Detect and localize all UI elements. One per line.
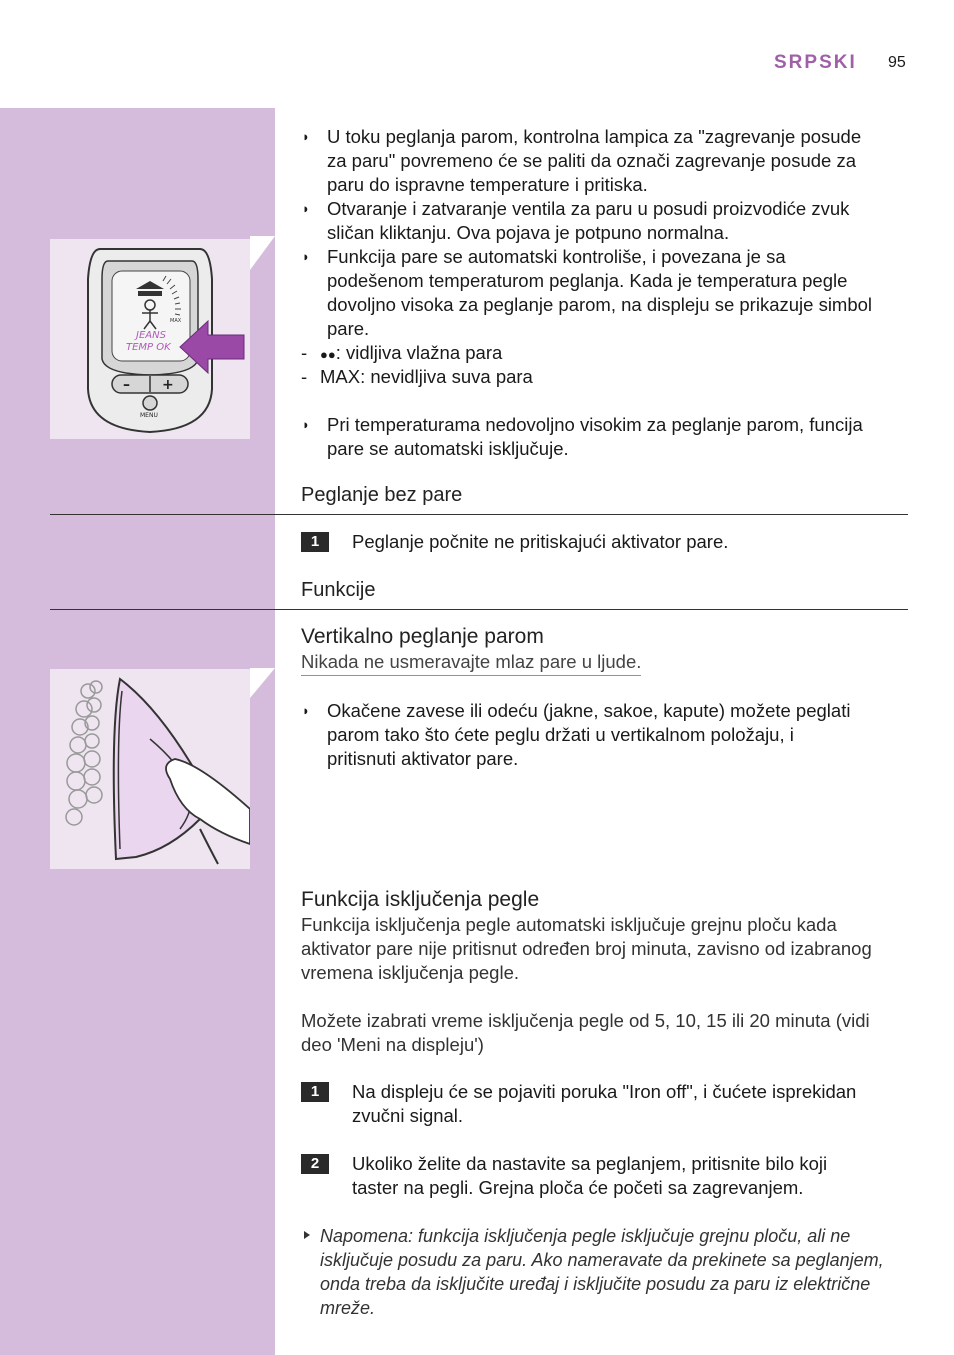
autooff-paragraph-2	[301, 1009, 901, 1057]
step-text	[352, 1080, 904, 1128]
text-line: Na displeju će se pojaviti poruka "Iron off", i čućete isprekidan	[352, 1081, 857, 1102]
section-title-functions: Funkcije	[301, 579, 376, 601]
text-line: taster na pegli. Grejna ploča će početi sa zagrevanjem.	[352, 1177, 804, 1198]
text-line: Okačene zavese ili odeću (jakne, sakoe, kapute) možete peglati	[327, 700, 851, 721]
autooff-paragraph-1	[301, 913, 901, 985]
subsection-title-vertical: Vertikalno peglanje parom	[301, 625, 544, 648]
intro-bullet-1	[327, 125, 905, 197]
figure2-pointer	[250, 668, 275, 698]
text-line: Pri temperaturama nedovoljno visokim za peglanje parom, funcija	[327, 414, 863, 435]
menu-button	[143, 396, 157, 410]
language-label: SRPSKI	[774, 52, 857, 73]
subsection-title-autooff: Funkcija isključenja pegle	[301, 888, 540, 911]
step-number: 1	[301, 532, 329, 552]
text-line: zvučni signal.	[352, 1105, 464, 1126]
text-line: vremena isključenja pegle.	[301, 962, 520, 983]
bullet-icon: ◗	[302, 249, 310, 264]
text-line: podešenom temperaturom peglanja. Kada je temperatura pegle	[327, 270, 848, 291]
intro-bullet-3	[327, 245, 905, 341]
text-line: sličan kliktanju. Ova pojava je potpuno normalna.	[327, 222, 730, 243]
max-label: MAX	[170, 318, 182, 324]
low-temp-bullet	[327, 413, 905, 461]
dash-text: : vidljiva vlažna para	[335, 342, 503, 363]
text-line: paru do ispravne temperature i pritiska.	[327, 174, 648, 195]
text-line: isključuje posudu za paru. Ako nameravate da prekinete sa peglanjem,	[320, 1250, 884, 1270]
display-line-2: TEMP OK	[126, 342, 171, 353]
text-line: parom tako što ćete peglu držati u vertikalnom položaju, i	[327, 724, 794, 745]
text-line: deo 'Meni na displeju')	[301, 1034, 484, 1055]
bullet-icon: ◗	[302, 703, 310, 718]
minus-label: –	[123, 377, 130, 393]
step-text	[352, 1152, 904, 1200]
bullet-icon: ◗	[302, 417, 310, 432]
page-number: 95	[888, 54, 906, 71]
text-line: Funkcija pare se automatski kontroliše, i povezana je sa	[327, 246, 786, 267]
step-number: 2	[301, 1154, 329, 1174]
step-text: Peglanje počnite ne pritiskajući aktivator pare.	[352, 531, 729, 552]
text-line: Napomena: funkcija isključenja pegle isključuje grejnu ploču, ali ne	[320, 1226, 851, 1246]
vertical-steam-figure	[50, 669, 250, 869]
vertical-steam-iron-icon	[50, 669, 250, 869]
text-line: Ukoliko želite da nastavite sa peglanjem, pritisnite bilo koji	[352, 1153, 828, 1174]
menu-label: MENU	[140, 412, 158, 419]
text-line: pare.	[327, 318, 370, 339]
warning-text: Nikada ne usmeravajte mlaz pare u ljude.	[301, 650, 641, 676]
text-line: za paru" povremeno će se paliti da označi zagrevanje posude za	[327, 150, 857, 171]
text-line: mreže.	[320, 1298, 376, 1318]
dash-item-max: MAX: nevidljiva suva para	[320, 366, 533, 387]
divider	[50, 609, 908, 610]
plus-label: +	[162, 377, 174, 393]
bullet-icon: ◗	[302, 129, 310, 144]
text-line: pare se automatski isključuje.	[327, 438, 569, 459]
section-title-no-steam: Peglanje bez pare	[301, 484, 463, 506]
text-line: aktivator pare nije pritisnut određen broj minuta, zavisno od izabranog	[301, 938, 872, 959]
step-number: 1	[301, 1082, 329, 1102]
dash-marker: -	[301, 366, 308, 387]
note-text	[320, 1224, 905, 1320]
steam-panel-display-icon	[50, 239, 250, 439]
display-line-1: JEANS	[136, 330, 166, 341]
text-line: dovoljno visoka za peglanje parom, na displeju se prikazuje simbol	[327, 294, 873, 315]
text-line: U toku peglanja parom, kontrolna lampica za "zagrevanje posude	[327, 126, 862, 147]
figure1-pointer	[250, 236, 275, 270]
text-line: Funkcija isključenja pegle automatski isključuje grejnu ploču kada	[301, 914, 837, 935]
dash-item-visible-steam	[320, 341, 502, 367]
text-line: Možete izabrati vreme isključenja pegle od 5, 10, 15 ili 20 minuta (vidi	[301, 1010, 870, 1031]
text-line: Otvaranje i zatvaranje ventila za paru u posudi proizvodiće zvuk	[327, 198, 850, 219]
text-line: pritisnuti aktivator pare.	[327, 748, 519, 769]
dash-marker: -	[301, 342, 308, 363]
note-triangle-icon	[304, 1231, 310, 1239]
vertical-bullet	[327, 699, 905, 771]
bullet-icon: ◗	[302, 201, 310, 216]
steam-panel-figure	[50, 239, 250, 439]
text-line: onda treba da isključite uređaj i isključite posudu za paru iz električne	[320, 1274, 871, 1294]
intro-bullet-2	[327, 197, 905, 245]
steam-dots-icon: ●●	[320, 347, 336, 362]
divider	[50, 514, 908, 515]
